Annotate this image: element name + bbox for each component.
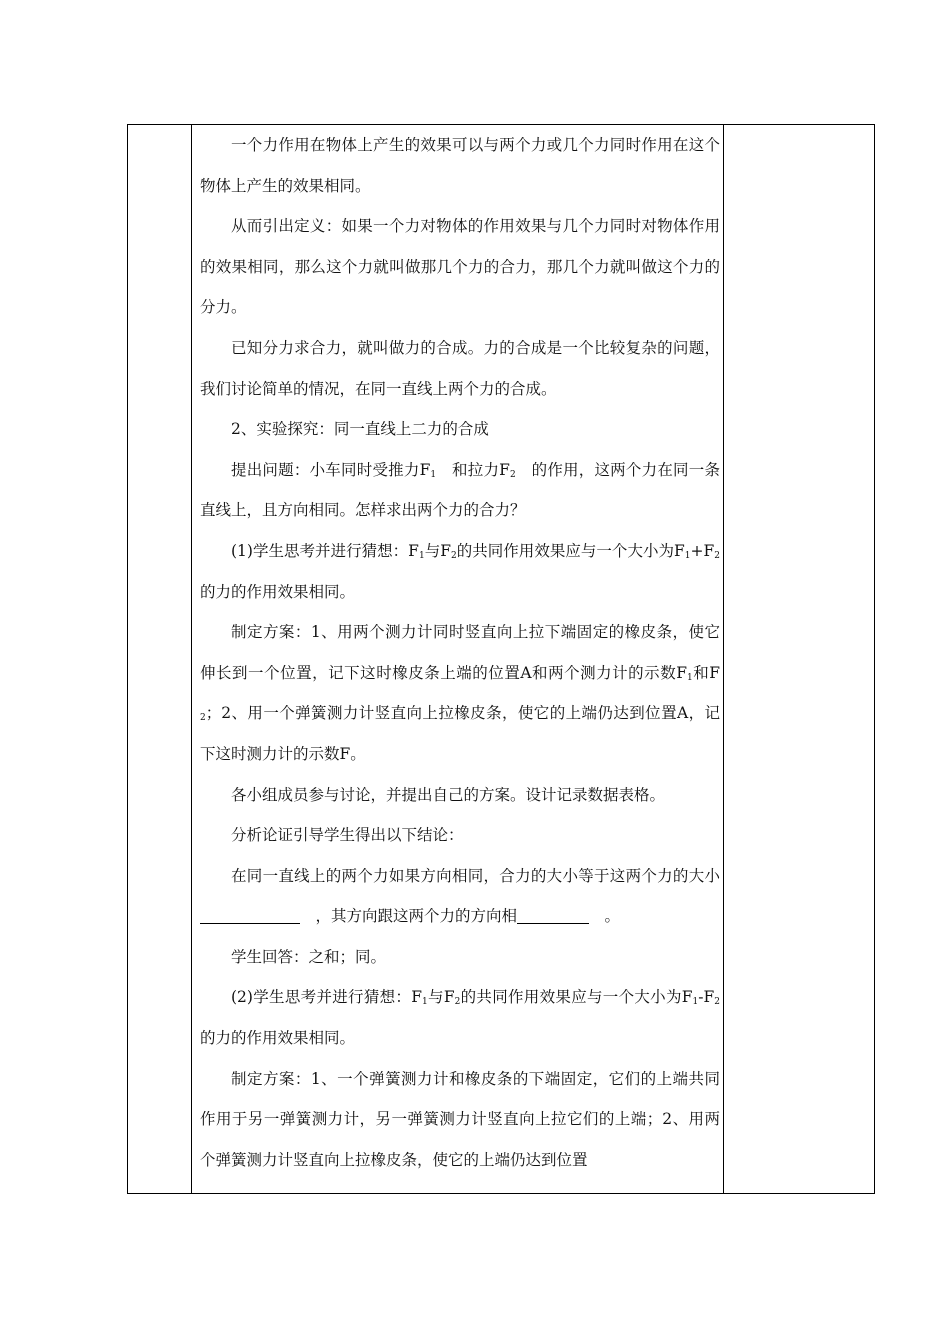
guess1-text-a: (1)学生思考并进行猜想：F	[231, 541, 419, 560]
subscript: 2	[450, 550, 457, 561]
subscript: 2	[454, 997, 461, 1008]
guess2-text-c: 的共同作用效果应与一个大小为F	[460, 988, 693, 1007]
paragraph-student-answer: 学生回答：之和；同。	[231, 947, 387, 966]
subscript: 2	[714, 550, 720, 561]
paragraph-conclusion	[200, 856, 720, 937]
guess1-text-e: 的力的作用效果相同。	[200, 582, 356, 601]
paragraph-analysis: 分析论证引导学生得出以下结论：	[231, 826, 464, 845]
guess1-text-c: 的共同作用效果应与一个大小为F	[456, 541, 685, 560]
paragraph-question	[200, 450, 720, 531]
plan1-text-b: 和F	[692, 663, 720, 682]
subscript: 1	[692, 997, 699, 1008]
column-divider-left	[191, 125, 192, 1193]
subscript: 1	[418, 550, 425, 561]
question-text-b: 和拉力F	[436, 460, 510, 479]
guess2-text-d: -F	[698, 988, 715, 1007]
paragraph-definition: 从而引出定义：如果一个力对物体的作用效果与几个力同时对物体作用的效果相同，那么这个力就叫做那几个力的合力，那几个力就叫做这个力的分力。	[200, 217, 720, 317]
conclusion-text-b: ，其方向跟这两个力的方向相	[315, 907, 518, 926]
paragraph-effect: 一个力作用在物体上产生的效果可以与两个力或几个力同时作用在这个物体上产生的效果相同。	[200, 136, 720, 195]
plan1-text-c: ；2、用一个弹簧测力计竖直向上拉橡皮条，使它的上端仍达到位置A，记下这时测力计的示数F。	[200, 704, 720, 763]
guess2-text-b: 与F	[427, 988, 455, 1007]
subscript: 1	[430, 469, 437, 480]
plan1-text-a: 制定方案：1、用两个测力计同时竖直向上拉下端固定的橡皮条，使它伸长到一个位置，记下这时橡皮条上端的位置A和两个测力计的示数F	[200, 623, 720, 682]
paragraph-guess-1	[200, 531, 720, 612]
paragraph-composition: 已知分力求合力，就叫做力的合成。力的合成是一个比较复杂的问题，我们讨论简单的情况，在同一直线上两个力的合成。	[200, 338, 720, 398]
guess1-text-b: 与F	[424, 541, 451, 560]
subscript: 2	[714, 997, 720, 1008]
subscript: 1	[686, 672, 693, 683]
column-divider-right	[723, 125, 724, 1193]
question-text-a: 提出问题：小车同时受推力F	[231, 460, 431, 479]
subscript: 1	[421, 997, 428, 1008]
subscript: 2	[200, 713, 206, 724]
paragraph-plan-1	[200, 612, 720, 774]
guess1-text-d: +F	[690, 541, 715, 560]
paragraph-plan-2: 制定方案：1、一个弹簧测力计和橡皮条的下端固定，它们的上端共同作用于另一弹簧测力计，另一弹簧测力计竖直向上拉它们的上端；2、用两个弹簧测力计竖直向上拉橡皮条，使它的上端仍达到位置	[200, 1069, 720, 1169]
conclusion-text-c: 。	[604, 907, 621, 926]
answer-blank-1[interactable]	[200, 908, 300, 925]
paragraph-guess-2	[200, 977, 720, 1058]
paragraph-discussion: 各小组成员参与讨论，并提出自己的方案。设计记录数据表格。	[231, 785, 666, 804]
main-content-cell	[200, 125, 720, 1180]
question-text-c: 的作用，这两个力在同一条直线上，且方向相同。怎样求出两个力的合力？	[200, 460, 720, 520]
subscript: 2	[509, 469, 516, 480]
guess2-text-e: 的力的作用效果相同。	[200, 1029, 356, 1048]
answer-blank-2[interactable]	[517, 908, 589, 925]
conclusion-text-a: 在同一直线上的两个力如果方向相同，合力的大小等于这两个力的大小	[231, 866, 720, 885]
guess2-text-a: (2)学生思考并进行猜想：F	[231, 988, 422, 1007]
paragraph-experiment-heading: 2、实验探究：同一直线上二力的合成	[231, 420, 489, 439]
lesson-table	[127, 124, 875, 1194]
subscript: 1	[684, 550, 691, 561]
